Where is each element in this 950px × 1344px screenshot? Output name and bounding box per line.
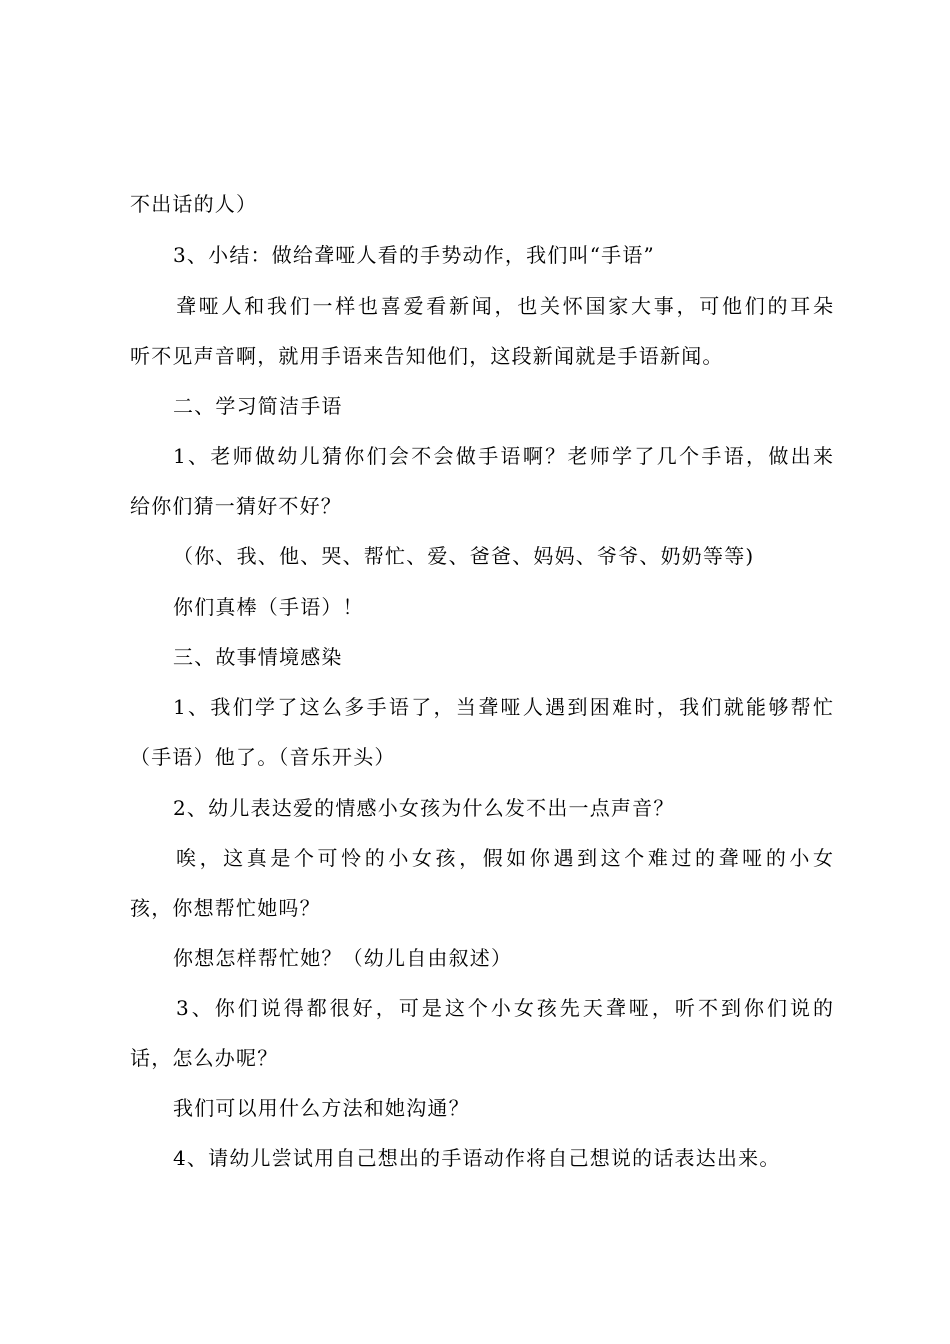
text-line-18: 话，怎么办呢？ — [130, 1046, 279, 1070]
text-line-2: 3、小结：做给聋哑人看的手势动作，我们叫“手语” — [173, 243, 655, 267]
text-line-9: 你们真棒（手语）！ — [173, 595, 364, 619]
text-line-16: 你想怎样帮忙她？（幼儿自由叙述） — [173, 946, 513, 970]
text-line-1: 不出话的人） — [130, 192, 258, 216]
text-line-11: 1、我们学了这么多手语了，当聋哑人遇到困难时，我们就能够帮忙 — [173, 695, 833, 719]
text-line-3: 聋哑人和我们一样也喜爱看新闻，也关怀国家大事，可他们的耳朵 — [176, 294, 833, 318]
text-line-4: 听不见声音啊，就用手语来告知他们，这段新闻就是手语新闻。 — [130, 344, 724, 368]
text-line-17: 3、你们说得都很好，可是这个小女孩先天聋哑，听不到你们说的 — [176, 996, 833, 1020]
text-line-8: （你、我、他、哭、帮忙、爱、爸爸、妈妈、爷爷、奶奶等等) — [173, 544, 755, 568]
text-line-15: 孩，你想帮忙她吗？ — [130, 896, 321, 920]
text-line-6: 1、老师做幼儿猜你们会不会做手语啊？老师学了几个手语，做出来 — [173, 444, 833, 468]
text-line-7: 给你们猜一猜好不好？ — [130, 494, 342, 518]
text-line-19: 我们可以用什么方法和她沟通？ — [173, 1096, 470, 1120]
text-line-13: 2、幼儿表达爱的情感小女孩为什么发不出一点声音？ — [173, 796, 675, 820]
text-line-5: 二、学习简洁手语 — [173, 394, 343, 418]
text-line-14: 唉，这真是个可怜的小女孩，假如你遇到这个难过的聋哑的小女 — [176, 846, 833, 870]
text-line-12: （手语）他了。（音乐开头） — [130, 745, 396, 769]
text-line-10: 三、故事情境感染 — [173, 645, 343, 669]
text-line-20: 4、请幼儿尝试用自己想出的手语动作将自己想说的话表达出来。 — [173, 1146, 781, 1170]
